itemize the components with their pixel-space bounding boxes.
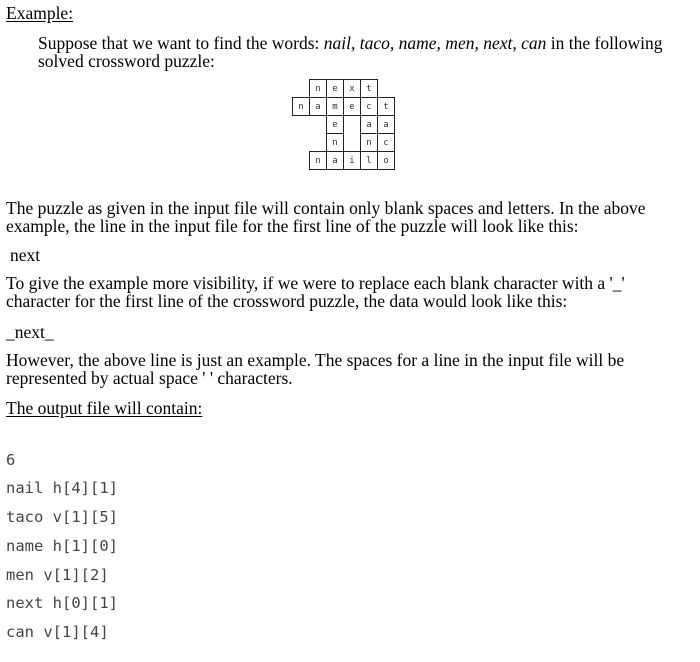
visibility-description: To give the example more visibility, if we were to replace each blank character with a '_' character for the first line of the crossword puzzle, the data would look like this: xyxy=(6,273,625,311)
grid-blank xyxy=(293,152,310,170)
grid-cell: e xyxy=(344,98,361,116)
grid-cell: a xyxy=(378,116,395,134)
grid-blank xyxy=(293,116,310,134)
grid-cell: m xyxy=(327,98,344,116)
grid-row xyxy=(293,152,395,170)
intro-line-1: Suppose that we want to find the words: nail, taco, name, men, next, can in the following xyxy=(38,33,663,53)
example-underscored: _next_ xyxy=(6,322,54,342)
grid-cell: n xyxy=(361,134,378,152)
grid-cell: a xyxy=(327,152,344,170)
grid-cell: t xyxy=(361,80,378,98)
output-line: next h[0][1] xyxy=(6,594,118,612)
grid-cell: t xyxy=(378,98,395,116)
grid-blank xyxy=(310,134,327,152)
output-line: can v[1][4] xyxy=(6,623,109,641)
grid-cell: e xyxy=(327,116,344,134)
grid-cell: c xyxy=(361,98,378,116)
output-line: name h[1][0] xyxy=(6,537,118,555)
grid-cell: n xyxy=(293,98,310,116)
intro-paragraph xyxy=(38,34,698,70)
grid-row xyxy=(293,116,395,134)
output-line: nail h[4][1] xyxy=(6,479,118,497)
grid-cell: n xyxy=(310,152,327,170)
grid-cell: n xyxy=(310,80,327,98)
grid-cell: n xyxy=(327,134,344,152)
example-line: next xyxy=(10,245,41,265)
spaces-description: However, the above line is just an example. The spaces for a line in the input file will be represented by actual space ' ' characters. xyxy=(6,350,625,388)
grid-cell: a xyxy=(361,116,378,134)
output-heading: The output file will contain: xyxy=(6,398,203,418)
output-count: 6 xyxy=(6,451,16,469)
grid-blank xyxy=(293,134,310,152)
grid-cell: c xyxy=(378,134,395,152)
grid-blank xyxy=(344,134,361,152)
grid-blank xyxy=(310,116,327,134)
grid-cell: e xyxy=(327,80,344,98)
grid-cell: o xyxy=(378,152,395,170)
grid-row xyxy=(293,98,395,116)
crossword-grid xyxy=(292,79,395,170)
grid-blank xyxy=(344,116,361,134)
grid-row xyxy=(293,80,395,98)
input-description: The puzzle as given in the input file will contain only blank spaces and letters. In the above example, the line in the input file for the first line of the puzzle will look like this: xyxy=(6,198,646,236)
grid-blank xyxy=(293,80,310,98)
output-line: men v[1][2] xyxy=(6,566,109,584)
example-heading: Example: xyxy=(6,3,74,23)
output-line: taco v[1][5] xyxy=(6,508,118,526)
grid-blank xyxy=(378,80,395,98)
grid-cell: x xyxy=(344,80,361,98)
intro-line-2: solved crossword puzzle: xyxy=(38,51,215,71)
word-list: nail, taco, name, men, next, can xyxy=(323,33,547,53)
grid-row xyxy=(293,134,395,152)
grid-cell: l xyxy=(361,152,378,170)
grid-cell: a xyxy=(310,98,327,116)
grid-cell: i xyxy=(344,152,361,170)
